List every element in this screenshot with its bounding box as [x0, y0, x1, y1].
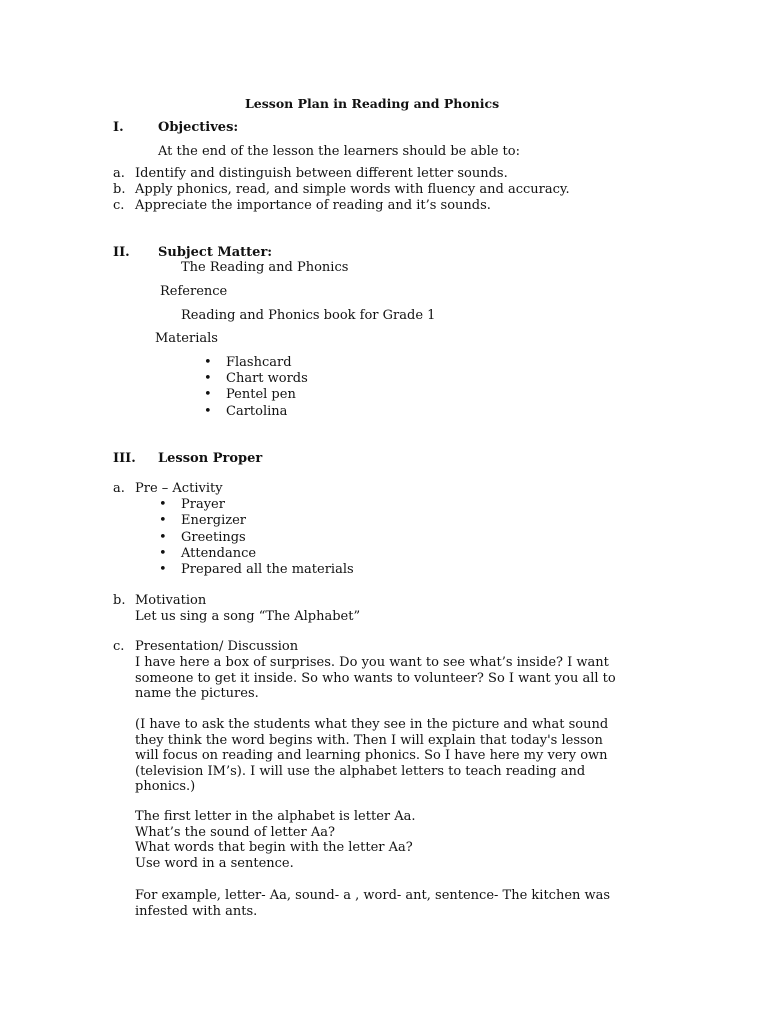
paragraph-line: (I have to ask the students what they see in the picture and what sound: [135, 717, 609, 732]
reference-label: Reference: [160, 284, 228, 299]
section-3-numeral: III.: [113, 451, 136, 466]
material-item: • Flashcard: [226, 355, 292, 371]
subsection-marker: b.: [113, 593, 126, 608]
materials-label: Materials: [155, 331, 218, 346]
paragraph-line: For example, letter- Aa, sound- a , word- ant, sentence- The kitchen was: [135, 888, 611, 903]
paragraph-line: phonics.): [135, 779, 196, 794]
paragraph-line: they think the word begins with. Then I will explain that today's lesson: [135, 733, 603, 748]
objective-marker: c.: [113, 198, 125, 213]
subject-topic: The Reading and Phonics: [181, 260, 349, 275]
subsection-marker: c.: [113, 639, 125, 654]
motivation-text: Let us sing a song “The Alphabet”: [135, 609, 361, 624]
objective-marker: a.: [113, 166, 125, 181]
document-title: Lesson Plan in Reading and Phonics: [245, 96, 500, 111]
paragraph-line: The first letter in the alphabet is letter Aa.: [135, 809, 416, 824]
paragraph-line: someone to get it inside. So who wants to volunteer? So I want you all to: [135, 671, 616, 686]
section-2-numeral: II.: [113, 245, 130, 260]
paragraph-line: What words that begin with the letter Aa?: [135, 840, 413, 855]
objective-item: Identify and distinguish between different letter sounds.: [135, 166, 508, 181]
paragraph-line: name the pictures.: [135, 686, 259, 701]
section-2-heading: Subject Matter:: [158, 245, 273, 260]
paragraph-line: I have here a box of surprises. Do you want to see what’s inside? I want: [135, 655, 609, 670]
activity-item: • Prayer: [181, 497, 225, 513]
paragraph-line: (television IM’s). I will use the alphabet letters to teach reading and: [135, 764, 586, 779]
material-item: • Pentel pen: [226, 387, 296, 403]
section-1-numeral: I.: [113, 120, 124, 135]
paragraph-line: Use word in a sentence.: [135, 856, 294, 871]
material-item: • Cartolina: [226, 404, 287, 420]
objective-item: Appreciate the importance of reading and it’s sounds.: [135, 198, 491, 213]
activity-item: • Attendance: [181, 546, 256, 562]
activity-item: • Greetings: [181, 530, 246, 546]
material-item: • Chart words: [226, 371, 308, 387]
section-1-heading: Objectives:: [158, 120, 239, 135]
paragraph-line: What’s the sound of letter Aa?: [135, 825, 335, 840]
activity-item: • Energizer: [181, 513, 246, 529]
motivation-label: Motivation: [135, 593, 207, 608]
pre-activity-label: Pre – Activity: [135, 481, 223, 496]
paragraph-line: will focus on reading and learning phonics. So I have here my very own: [135, 748, 608, 763]
objective-marker: b.: [113, 182, 126, 197]
objectives-intro: At the end of the lesson the learners should be able to:: [158, 144, 520, 159]
objective-item: Apply phonics, read, and simple words with fluency and accuracy.: [135, 182, 570, 197]
reference-text: Reading and Phonics book for Grade 1: [181, 308, 436, 323]
presentation-label: Presentation/ Discussion: [135, 639, 299, 654]
section-3-heading: Lesson Proper: [158, 451, 263, 466]
subsection-marker: a.: [113, 481, 125, 496]
activity-item: • Prepared all the materials: [181, 562, 354, 578]
paragraph-line: infested with ants.: [135, 904, 258, 919]
